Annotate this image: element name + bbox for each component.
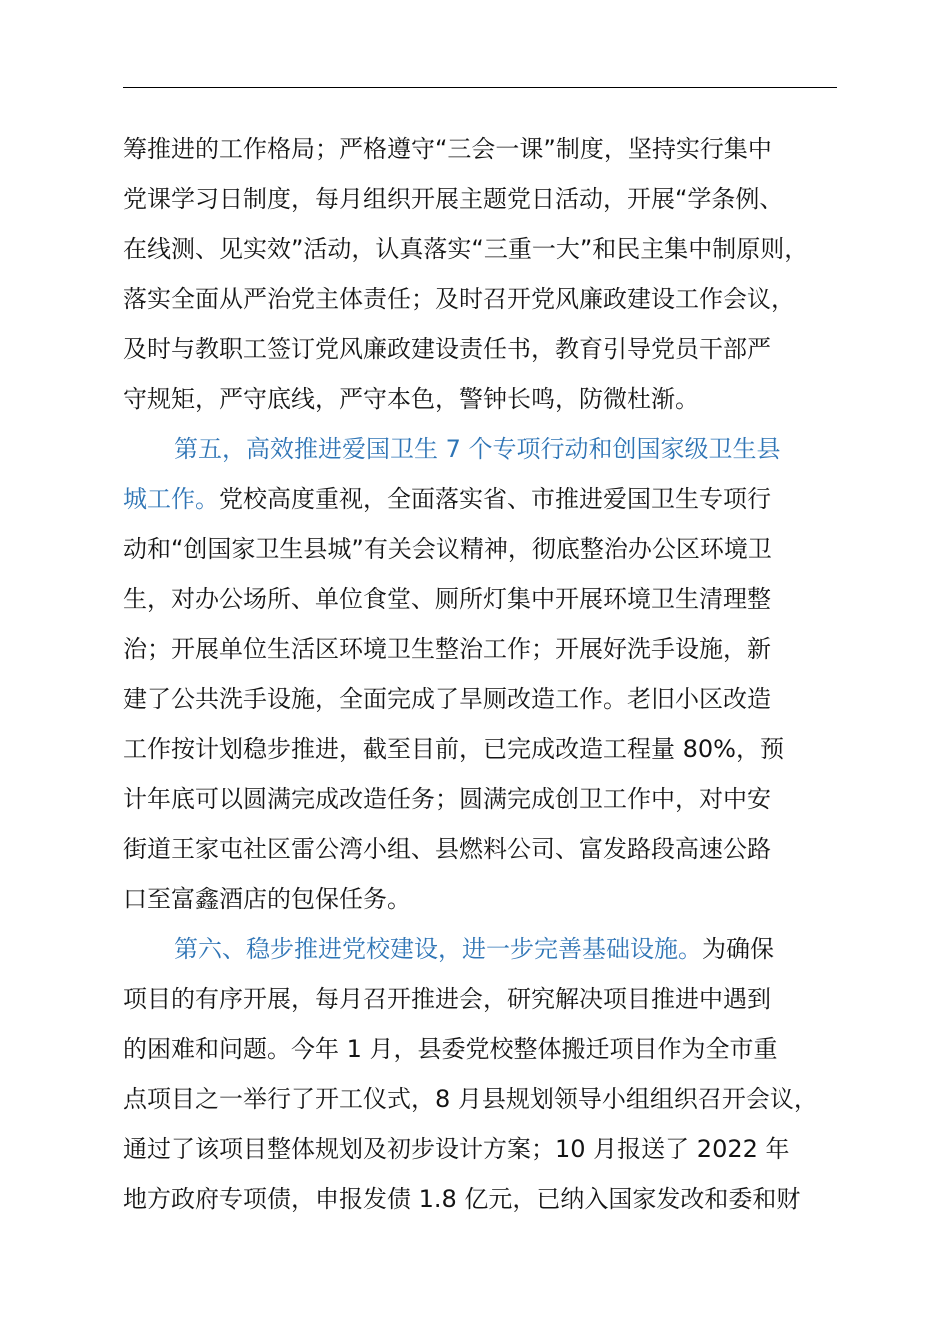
body-line: 守规矩，严守底线，严守本色，警钟长鸣，防微杜渐。	[123, 385, 699, 413]
body-line: 及时与教职工签订党风廉政建设责任书，教育引导党员干部严	[123, 335, 771, 363]
section5-heading-part1: 第五，高效推进爱国卫生 7 个专项行动和创国家级卫生县	[174, 435, 781, 463]
body-line: 治；开展单位生活区环境卫生整治工作；开展好洗手设施，新	[123, 635, 771, 663]
body-line: 口至富鑫酒店的包保任务。	[123, 885, 411, 913]
body-line: 的困难和问题。今年 1 月，县委党校整体搬迁项目作为全市重	[123, 1035, 778, 1063]
body-line: 筹推进的工作格局；严格遵守“三会一课”制度，坚持实行集中	[123, 135, 772, 163]
body-line: 工作按计划稳步推进，截至目前，已完成改造工程量 80%，预	[123, 735, 784, 763]
header-rule	[123, 87, 837, 88]
body-line: 地方政府专项债，申报发债 1.8 亿元，已纳入国家发改和委和财	[123, 1185, 801, 1213]
body-line: 项目的有序开展，每月召开推进会，研究解决项目推进中遇到	[123, 985, 771, 1013]
section6-heading: 第六、稳步推进党校建设，进一步完善基础设施。	[174, 935, 702, 963]
section6-text: 为确保	[702, 935, 774, 963]
body-line: 落实全面从严治党主体责任；及时召开党风廉政建设工作会议，	[123, 285, 795, 313]
body-line: 计年底可以圆满完成改造任务；圆满完成创卫工作中，对中安	[123, 785, 771, 813]
body-line: 在线测、见实效”活动，认真落实“三重一大”和民主集中制原则，	[123, 235, 809, 263]
section5-text: 党校高度重视，全面落实省、市推进爱国卫生专项行	[219, 485, 771, 513]
section5-heading-line	[123, 424, 863, 474]
section5-heading-part2: 城工作。	[123, 485, 219, 513]
section6-heading-line	[123, 924, 863, 974]
body-line: 通过了该项目整体规划及初步设计方案；10 月报送了 2022 年	[123, 1135, 790, 1163]
body-line: 点项目之一举行了开工仪式，8 月县规划领导小组组织召开会议，	[123, 1085, 818, 1113]
section5-line	[123, 474, 863, 524]
body-line: 建了公共洗手设施，全面完成了旱厕改造工作。老旧小区改造	[123, 685, 771, 713]
body-line: 生，对办公场所、单位食堂、厕所灯集中开展环境卫生清理整	[123, 585, 771, 613]
body-line: 党课学习日制度，每月组织开展主题党日活动，开展“学条例、	[123, 185, 784, 213]
body-line: 动和“创国家卫生县城”有关会议精神，彻底整治办公区环境卫	[123, 535, 772, 563]
document-body	[123, 124, 863, 1224]
body-line: 街道王家屯社区雷公湾小组、县燃料公司、富发路段高速公路	[123, 835, 771, 863]
